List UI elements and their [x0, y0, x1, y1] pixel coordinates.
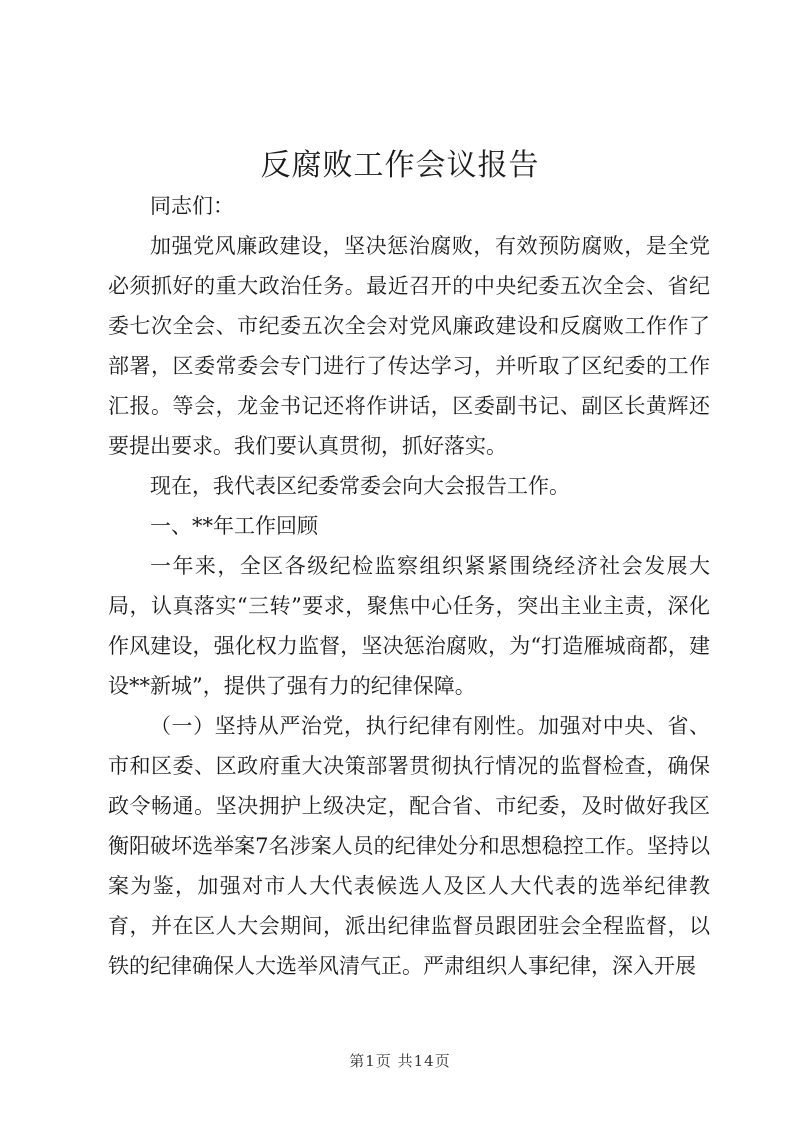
- page-number: 第1页 共14页: [349, 1052, 451, 1070]
- section-heading: 一、**年工作回顾: [150, 514, 318, 538]
- salutation: 同志们：: [150, 194, 234, 218]
- paragraph-report: 现在，我代表区纪委常委会向大会报告工作。: [150, 474, 570, 498]
- paragraph-intro: 加强党风廉政建设，坚决惩治腐败，有效预防腐败，是全党必须抓好的重大政治任务。最近召开的中央纪委五次全会、省纪委七次全会、市纪委五次全会对党风廉政建设和反腐败工作作了部署，区委常委会专门进行了传达学习，并听取了区纪委的工作汇报。等会，龙金书记还将作讲话，区委副书记、副区长黄辉还要提出要求。我们要认真贯彻，抓好落实。: [108, 234, 710, 458]
- paragraph-discipline: （一）坚持从严治党，执行纪律有刚性。加强对中央、省、市和区委、区政府重大决策部署贯彻执行情况的监督检查，确保政令畅通。坚决拥护上级决定，配合省、市纪委，及时做好我区衡阳破坏选举案7名涉案人员的纪律处分和思想稳控工作。坚持以案为鉴，加强对市人大代表候选人及区人大代表的选举纪律教育，并在区人大会期间，派出纪律监督员跟团驻会全程监督，以铁的纪律确保人大选举风清气正。严肃组织人事纪律，深入开展: [108, 714, 710, 978]
- paragraph-review: 一年来，全区各级纪检监察组织紧紧围绕经济社会发展大局，认真落实“三转”要求，聚焦中心任务，突出主业主责，深化作风建设，强化权力监督，坚决惩治腐败，为“打造雁城商都，建设**新城”，提供了强有力的纪律保障。: [108, 554, 710, 698]
- document-title: 反腐败工作会议报告: [260, 148, 540, 183]
- document-body: [108, 186, 710, 986]
